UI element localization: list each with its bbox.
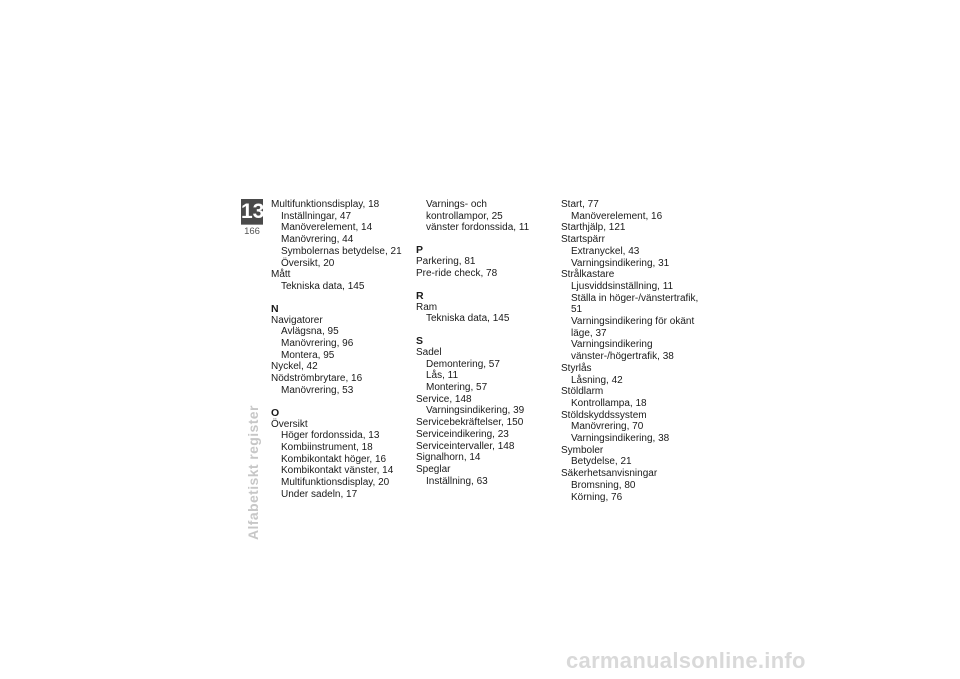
index-sub-term: Kombiinstrument, 18 — [281, 441, 373, 453]
index-sub-term: Montera, 95 — [281, 349, 335, 361]
index-letter-heading: P — [416, 244, 424, 257]
index-main-term: Översikt — [271, 418, 308, 430]
index-sub-term: Varningsindikering vänster-/högertrafik, 38 — [571, 339, 674, 363]
index-sub-term: Manövrering, 53 — [281, 384, 354, 396]
index-entry — [561, 445, 711, 468]
index-sub-term: Höger fordonssida, 13 — [281, 430, 380, 442]
index-main-term: Servicebekräftelser, 150 — [416, 417, 524, 429]
chapter-tab — [241, 199, 263, 243]
index-entry — [561, 386, 711, 409]
index-letter-heading: O — [271, 406, 280, 419]
index-sub-term: Inställning, 63 — [426, 475, 488, 487]
index-letter-heading: R — [416, 289, 424, 302]
index-column-1 — [271, 199, 406, 500]
index-column-2 — [416, 199, 551, 487]
section-title-text: Alfabetiskt register — [245, 405, 261, 540]
index-entry — [271, 361, 406, 373]
index-entry — [416, 452, 551, 464]
index-sub-term: Varningsindikering för okänt läge, 37 — [571, 316, 695, 339]
index-sub-term: Extranyckel, 43 — [571, 245, 640, 257]
index-sub-term: Manövrering, 44 — [281, 234, 354, 246]
index-sub-term: Manövrering, 96 — [281, 338, 354, 350]
index-entry — [561, 234, 711, 269]
index-entry — [416, 268, 551, 280]
index-main-term: Styrlås — [561, 362, 592, 374]
index-sub-term: Under sadeln, 17 — [281, 488, 358, 500]
index-entry — [561, 410, 711, 445]
index-main-term: Signalhorn, 14 — [416, 452, 481, 464]
index-sub-term: Inställningar, 47 — [281, 210, 352, 222]
index-sub-term: Avlägsna, 95 — [281, 326, 339, 338]
index-main-term: Start, 77 — [561, 199, 599, 210]
index-entry — [416, 429, 551, 441]
index-sub-term: Tekniska data, 145 — [281, 280, 365, 292]
index-entry — [561, 363, 711, 386]
index-sub-term: Manövrering, 70 — [571, 421, 644, 433]
index-entry — [561, 199, 711, 222]
index-main-term: Stöldskyddssystem — [561, 409, 647, 421]
index-main-term: Pre-ride check, 78 — [416, 267, 498, 279]
index-main-term: Nödströmbrytare, 16 — [271, 373, 363, 385]
index-sub-term: Bromsning, 80 — [571, 479, 636, 491]
index-sub-term: Kontrollampa, 18 — [571, 397, 647, 409]
index-entry — [271, 315, 406, 362]
index-sub-term: Demontering, 57 — [426, 358, 500, 370]
index-letter-heading: N — [271, 302, 279, 315]
index-main-term: Symboler — [561, 444, 604, 456]
index-entry — [416, 199, 551, 234]
index-main-term: Service, 148 — [416, 393, 472, 405]
index-sub-term: Multifunktionsdisplay, 20 — [281, 477, 390, 489]
index-sub-term: Manöverelement, 16 — [571, 210, 663, 222]
index-main-term: Mått — [271, 269, 291, 281]
chapter-number: 13 — [241, 200, 265, 223]
index-sub-term: Ställa in höger-/vänstertrafik, 51 — [571, 292, 699, 316]
index-sub-term: Översikt, 20 — [281, 257, 335, 269]
index-sub-term: Betydelse, 21 — [571, 456, 632, 468]
index-entry — [416, 394, 551, 417]
index-sub-term: Tekniska data, 145 — [426, 313, 510, 325]
index-entry — [416, 347, 551, 394]
index-main-term: Sadel — [416, 346, 442, 358]
index-main-term: Nyckel, 42 — [271, 361, 318, 373]
index-sub-term: Varningsindikering, 39 — [426, 405, 525, 417]
index-main-term: Stöldlarm — [561, 386, 604, 398]
index-main-term: Speglar — [416, 463, 451, 475]
index-entry — [416, 441, 551, 453]
index-entry — [561, 269, 711, 363]
index-entry — [416, 256, 551, 268]
index-column-3 — [561, 199, 711, 503]
index-main-term: Starthjälp, 121 — [561, 222, 626, 234]
divider — [241, 224, 263, 225]
index-entry — [561, 468, 711, 503]
index-entry — [271, 373, 406, 396]
index-main-term: Serviceindikering, 23 — [416, 428, 509, 440]
watermark: carmanualsonline.info — [566, 648, 806, 673]
index-sub-term: Varnings- och kontrollampor, 25 — [426, 199, 503, 222]
index-entry — [271, 419, 406, 501]
index-sub-term: Montering, 57 — [426, 382, 488, 394]
index-entry — [416, 302, 551, 325]
section-title — [245, 400, 265, 540]
index-sub-term: vänster fordonssida, 11 — [426, 222, 530, 234]
index-sub-term: Kombikontakt höger, 16 — [281, 453, 387, 465]
index-main-term: Navigatorer — [271, 314, 323, 326]
index-entry — [271, 199, 406, 269]
index-sub-term: Manöverelement, 14 — [281, 222, 373, 234]
index-sub-term: Kombikontakt vänster, 14 — [281, 465, 394, 477]
index-letter-heading: S — [416, 334, 424, 347]
index-sub-term: Varningsindikering, 38 — [571, 433, 670, 445]
index-main-term: Multifunktionsdisplay, 18 — [271, 199, 380, 210]
index-main-term: Serviceintervaller, 148 — [416, 440, 515, 452]
index-entry — [416, 464, 551, 487]
index-entry — [271, 269, 406, 292]
index-sub-term: Ljusviddsinställning, 11 — [571, 280, 674, 292]
page-number: 166 — [244, 226, 260, 237]
index-sub-term: Låsning, 42 — [571, 374, 623, 386]
index-sub-term: Varningsindikering, 31 — [571, 257, 670, 269]
index-sub-term: Symbolernas betydelse, 21 — [281, 245, 402, 257]
index-main-term: Parkering, 81 — [416, 256, 476, 268]
index-main-term: Säkerhetsanvisningar — [561, 468, 658, 480]
index-sub-term: Körning, 76 — [571, 491, 623, 503]
index-entry — [416, 417, 551, 429]
index-main-term: Ram — [416, 301, 438, 313]
index-main-term: Startspärr — [561, 234, 605, 246]
index-main-term: Strålkastare — [561, 269, 615, 281]
index-entry — [561, 222, 711, 234]
index-sub-term: Lås, 11 — [426, 370, 459, 382]
